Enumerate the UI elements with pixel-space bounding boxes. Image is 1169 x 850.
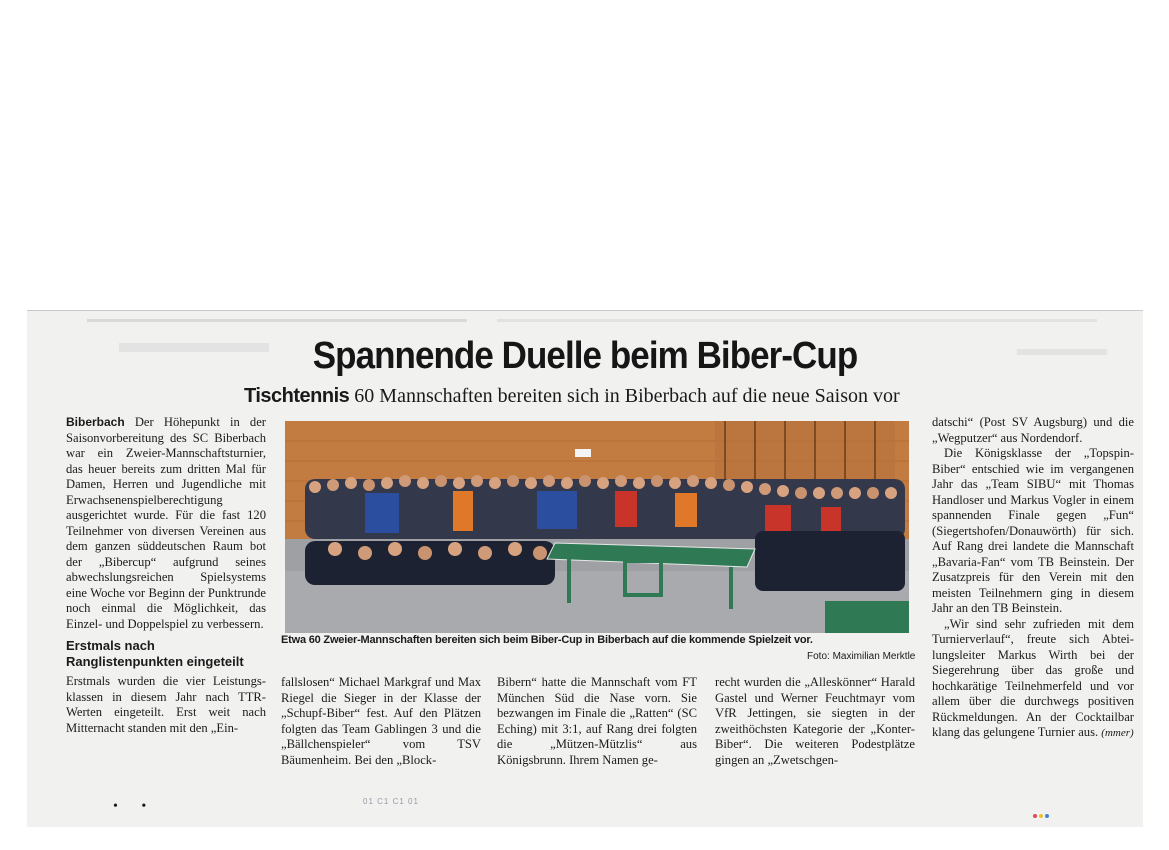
lead-paragraph (66, 415, 266, 632)
ghost-text-top (87, 319, 467, 322)
col5-paragraph-3 (932, 617, 1134, 742)
paragraph-2-start: Erstmals wurden die vier Leistungsklassen in diesem Jahr nach TTR-Werten eingeteilt. Erst weit nach Mitternacht standen mit den „Ein- (66, 674, 266, 735)
column-3: Bibern“ hatte die Mannschaft vom FT München Süd die Nase vorn. Sie bezwangen im Finale die „Ratten“ (SC Eching) mit 3:1, auf Rang drei folgten die „Mützen-Mützlis“ aus Königsbrunn. Ihrem Namen ge- (497, 675, 697, 767)
dateline: Biberbach (66, 415, 125, 429)
registration-mark-icon (1032, 805, 1050, 823)
col5-paragraph-3-text: „Wir sind sehr zufrieden mit dem Turnierverlauf“, freute sich Abteilungsleiter Markus Wirth bei der Siegerehrung über das große und hochkarätige Teilnehmerfeld und vor allem über die durchwegs positiven Rückmeldungen. An der Cocktailbar klang das gelungene Turnier aus. (932, 616, 1134, 739)
photo-credit: Foto: Maximilian Merktle (807, 651, 916, 662)
column-1 (66, 415, 266, 736)
lead-paragraph-text: Der Höhepunkt in der Saisonvorbereitung des SC Biberbach war ein Zweier-Mannschaftsturnier, das heuer bereits zum dritten Mal für Damen, Herren und Jugendliche mit Erwachsenenspielberechtigung ausgerichtet wurde. Für die fast 120 Teilnehmer von diversen Vereinen aus dem ganzen süddeutschen Raum bot der „Bibercup“ aufgrund seines abwechslungsreichen Spielsystems eine Woche vor Beginn der Punktrunde noch einmal die Möglichkeit, das Einzel- und Doppelspiel zu verbessern. (66, 415, 266, 631)
photo-caption: Etwa 60 Zweier-Mannschaften bereiten sich beim Biber-Cup in Biberbach auf die kommende Spielzeit vor. (281, 634, 813, 646)
author-initials: (mmer) (1101, 727, 1134, 739)
team-photo-illustration (285, 421, 917, 633)
ghost-text-top-right (497, 319, 1097, 322)
col5-paragraph-1: datschi“ (Post SV Augsburg) und die „Wegputzer“ aus Nordendorf. (932, 415, 1134, 445)
footer-dots: • • (113, 799, 157, 814)
team-photo (285, 421, 917, 633)
column-5 (932, 415, 1134, 742)
newspaper-clipping (27, 310, 1143, 827)
subhead-text: 60 Mannschaften bereiten sich in Biberbach auf die neue Saison vor (349, 385, 900, 407)
col5-paragraph-2: Die Königsklasse der „Topspin-Biber“ entschied wie im vergangenen Jahr das „Team SIBU“ mit Thomas Handloser und Markus Vogler in einem spannenden Finale gegen „Fun“ (Siegertshofen/Donauwörth) für sich. Auf Rang drei landete die Mannschaft „Bavaria-Fan“ vom TB Beinstein. Der Zusatzpreis für den Verein mit den meisten Teilnehmern ging in diesem Jahr an den TB Beinstein. (932, 446, 1134, 615)
column-2: fallslosen“ Michael Markgraf und Max Riegel die Sieger in der Klasse der „Schupf-Biber“ fest. Auf den Plätzen folgten das Team Gablingen 3 und die „Bällchenspieler“ vom TSV Bäumenheim. Bei den „Block- (281, 675, 481, 767)
section-heading: Erstmals nach Ranglistenpunkten eingeteilt (66, 638, 244, 669)
article-headline: Spannende Duelle beim Biber-Cup (312, 335, 858, 377)
print-code: 01 C1 C1 01 (363, 797, 419, 806)
subhead-kicker: Tischtennis (244, 385, 350, 407)
column-4: recht wurden die „Alleskönner“ Harald Gastel und Werner Feuchtmayr vom VfR Jettingen, sie siegten in der zweithöchsten Kategorie der „Konter-Biber“. Die weiteren Podestplätze gingen an „Zwetschgen- (715, 675, 915, 767)
article-subhead (244, 385, 900, 408)
